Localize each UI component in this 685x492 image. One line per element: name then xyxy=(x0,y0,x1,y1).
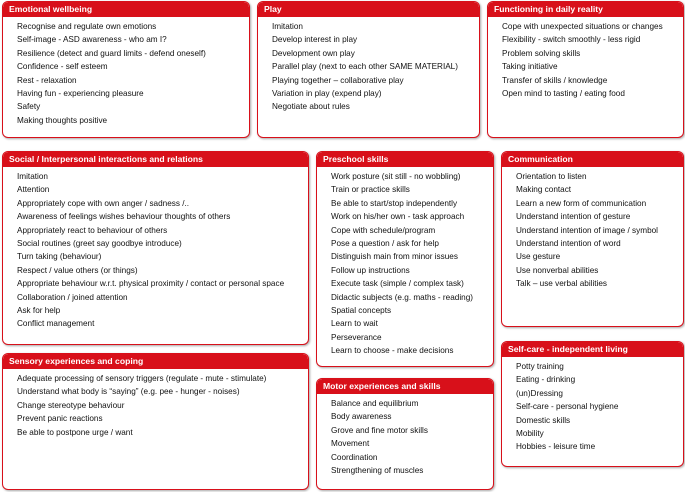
card-title: Motor experiences and skills xyxy=(317,379,493,394)
list-item: Cope with unexpected situations or changes xyxy=(502,22,663,31)
list-item: Understand intention of word xyxy=(516,238,621,248)
list-item: Didactic subjects (e.g. maths - reading) xyxy=(331,292,473,302)
list-item: Making thoughts positive xyxy=(17,115,108,125)
card-items xyxy=(3,167,308,331)
list-item: Flexibility - switch smoothly - less rigid xyxy=(502,35,641,45)
list-item: Eating - drinking xyxy=(516,375,576,385)
list-item: Train or practice skills xyxy=(331,185,410,195)
list-item: Awareness of feelings wishes behaviour thoughts of others xyxy=(17,212,231,222)
card-title: Emotional wellbeing xyxy=(3,2,249,17)
list-item: Attention xyxy=(17,185,50,195)
list-item: Work on his/her own - task approach xyxy=(331,212,465,222)
list-item: Resilience (detect and guard limits - defend oneself) xyxy=(17,48,206,58)
list-item: Playing together – collaborative play xyxy=(272,75,404,85)
card-sensory-experiences xyxy=(2,353,309,490)
list-item: Understand intention of gesture xyxy=(516,212,631,222)
list-item: Appropriately cope with own anger / sadness /.. xyxy=(17,198,190,208)
list-item: Prevent panic reactions xyxy=(17,414,103,424)
card-items xyxy=(502,357,683,454)
list-item: Understand what body is “saying” (e.g. pee - hunger - noises) xyxy=(17,387,240,397)
card-functioning-daily-reality xyxy=(487,1,684,138)
list-item: Balance and equilibrium xyxy=(331,399,419,408)
list-item: Be able to start/stop independently xyxy=(331,198,458,208)
card-motor-experiences xyxy=(316,378,494,490)
list-item: Follow up instructions xyxy=(331,265,410,275)
list-item: Strengthening of muscles xyxy=(331,465,424,475)
list-item: Use gesture xyxy=(516,252,561,262)
card-communication xyxy=(501,151,684,327)
list-item: Pose a question / ask for help xyxy=(331,238,439,248)
list-item: Use nonverbal abilities xyxy=(516,265,599,275)
list-item: Conflict management xyxy=(17,319,95,329)
list-item: Rest - relaxation xyxy=(17,75,77,85)
list-item: Turn taking (behaviour) xyxy=(17,252,102,262)
list-item: Develop interest in play xyxy=(272,35,358,45)
list-item: Appropriate behaviour w.r.t. physical proximity / contact or personal space xyxy=(17,279,285,289)
list-item: Development own play xyxy=(272,48,355,58)
list-item: Execute task (simple / complex task) xyxy=(331,279,464,289)
card-title: Communication xyxy=(502,152,683,167)
card-items xyxy=(502,167,683,291)
card-title: Sensory experiences and coping xyxy=(3,354,308,369)
list-item: Recognise and regulate own emotions xyxy=(17,22,157,31)
list-item: Learn to choose - make decisions xyxy=(331,346,454,356)
list-item: (un)Dressing xyxy=(516,388,563,398)
list-item: Distinguish main from minor issues xyxy=(331,252,458,262)
list-item: Hobbies - leisure time xyxy=(516,442,596,452)
list-item: Movement xyxy=(331,439,370,449)
list-item: Be able to postpone urge / want xyxy=(17,427,133,437)
card-social-interactions xyxy=(2,151,309,345)
list-item: Imitation xyxy=(17,172,48,181)
card-items xyxy=(3,369,308,439)
list-item: Adequate processing of sensory triggers (regulate - mute - stimulate) xyxy=(17,374,267,383)
card-items xyxy=(3,17,249,127)
card-title: Social / Interpersonal interactions and relations xyxy=(3,152,308,167)
list-item: Mobility xyxy=(516,428,544,438)
card-emotional-wellbeing xyxy=(2,1,250,138)
list-item: Talk – use verbal abilities xyxy=(516,279,608,289)
list-item: Parallel play (next to each other SAME MATERIAL) xyxy=(272,62,458,72)
card-items xyxy=(317,394,493,477)
list-item: Confidence - self esteem xyxy=(17,62,108,72)
list-item: Learn to wait xyxy=(331,319,378,329)
list-item: Ask for help xyxy=(17,305,61,315)
list-item: Potty training xyxy=(516,362,564,371)
list-item: Grove and fine motor skills xyxy=(331,425,428,435)
list-item: Taking initiative xyxy=(502,62,558,72)
list-item: Self-care - personal hygiene xyxy=(516,402,619,412)
list-item: Understand intention of image / symbol xyxy=(516,225,658,235)
card-items xyxy=(317,167,493,357)
card-play xyxy=(257,1,480,138)
card-title: Play xyxy=(258,2,479,17)
list-item: Body awareness xyxy=(331,412,392,422)
card-self-care xyxy=(501,341,684,467)
list-item: Self-image - ASD awareness - who am I? xyxy=(17,35,167,45)
list-item: Learn a new form of communication xyxy=(516,198,647,208)
list-item: Change stereotype behaviour xyxy=(17,400,125,410)
list-item: Safety xyxy=(17,102,41,112)
list-item: Negotiate about rules xyxy=(272,102,350,112)
list-item: Respect / value others (or things) xyxy=(17,265,138,275)
list-item: Work posture (sit still - no wobbling) xyxy=(331,172,461,181)
card-title: Functioning in daily reality xyxy=(488,2,683,17)
list-item: Spatial concepts xyxy=(331,305,392,315)
list-item: Domestic skills xyxy=(516,415,571,425)
card-title: Self-care - independent living xyxy=(502,342,683,357)
list-item: Cope with schedule/program xyxy=(331,225,436,235)
list-item: Social routines (greet say goodbye introduce) xyxy=(17,238,182,248)
card-items xyxy=(258,17,479,114)
list-item: Coordination xyxy=(331,452,378,462)
list-item: Making contact xyxy=(516,185,572,195)
list-item: Imitation xyxy=(272,22,303,31)
card-items xyxy=(488,17,683,100)
card-preschool-skills xyxy=(316,151,494,367)
list-item: Open mind to tasting / eating food xyxy=(502,88,625,98)
list-item: Appropriately react to behaviour of others xyxy=(17,225,168,235)
card-title: Preschool skills xyxy=(317,152,493,167)
list-item: Collaboration / joined attention xyxy=(17,292,128,302)
list-item: Problem solving skills xyxy=(502,48,581,58)
list-item: Perseverance xyxy=(331,332,382,342)
list-item: Variation in play (expend play) xyxy=(272,88,382,98)
list-item: Having fun - experiencing pleasure xyxy=(17,88,144,98)
list-item: Transfer of skills / knowledge xyxy=(502,75,608,85)
list-item: Orientation to listen xyxy=(516,172,587,181)
